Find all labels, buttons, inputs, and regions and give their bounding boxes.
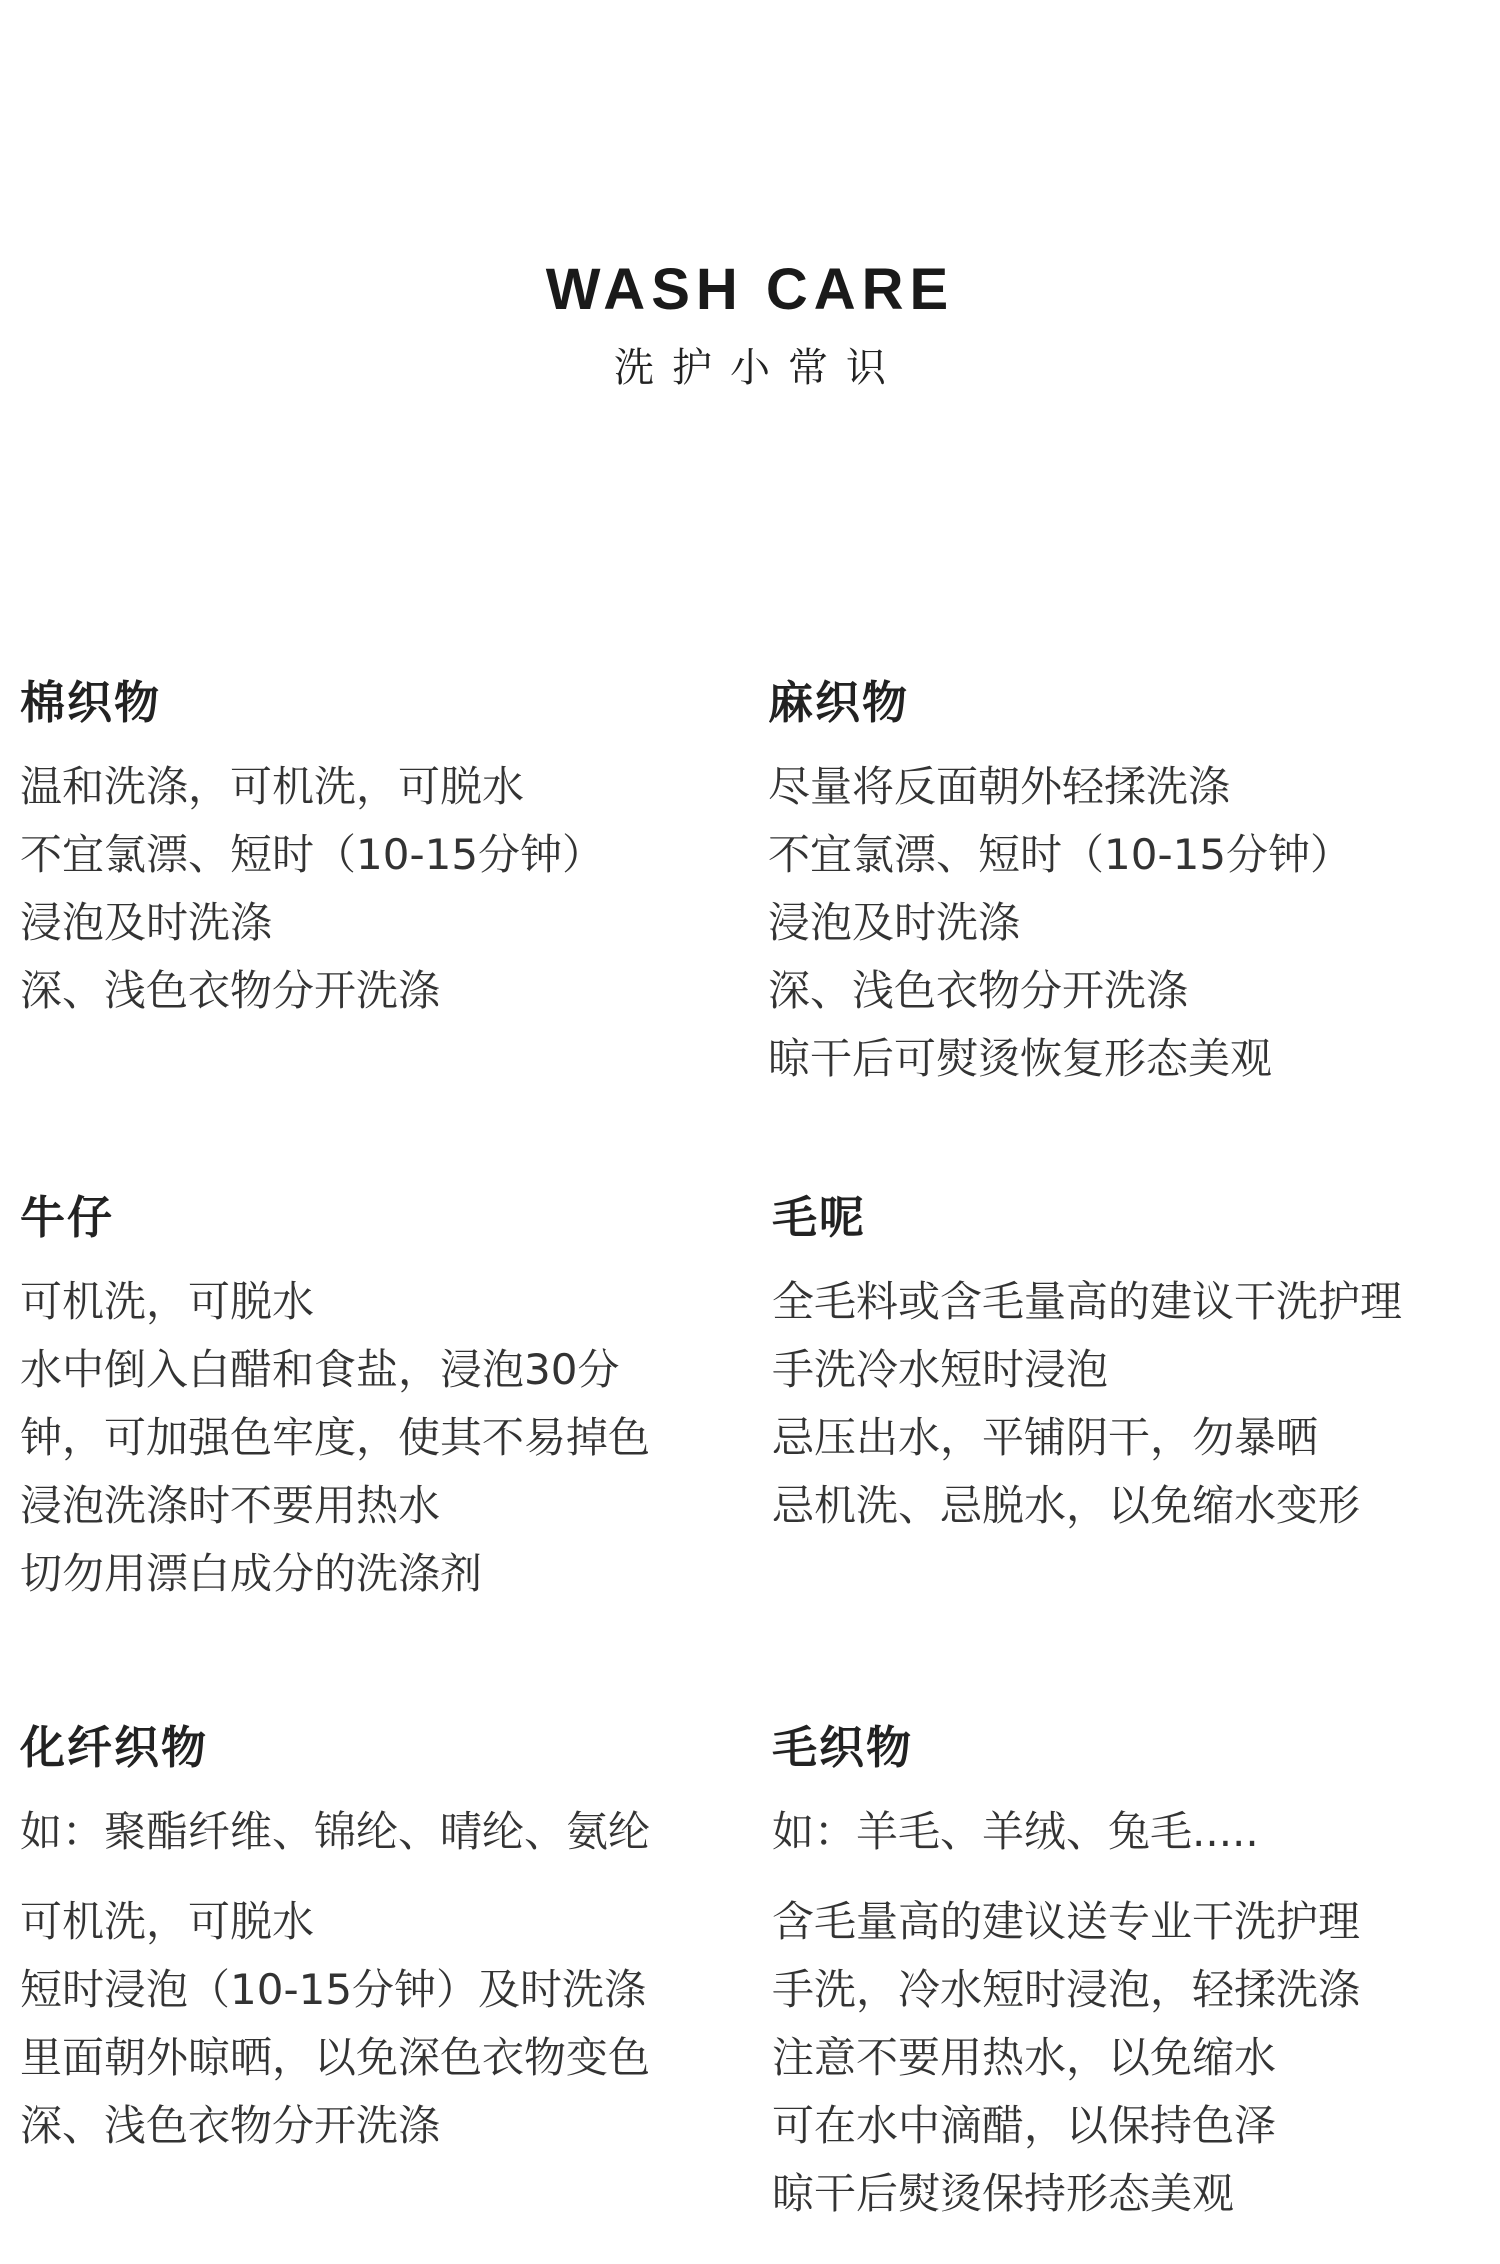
care-line: 钟，可加强色牢度，使其不易掉色 [20,1413,651,1462]
care-line: 晾干后熨烫保持形态美观 [772,2169,1235,2218]
care-line: 切勿用漂白成分的洗涤剂 [20,1549,483,1598]
section-list [772,1798,1492,2228]
care-line: 短时浸泡（10-15分钟）及时洗涤 [20,1965,647,2014]
care-line: 水中倒入白醋和食盐，浸泡30分 [20,1345,620,1394]
section-list [772,1268,1492,1540]
section-woolen [772,1190,1492,1540]
care-line: 深、浅色衣物分开洗涤 [20,966,441,1015]
section-list [768,753,1488,1093]
section-cotton [20,675,740,1025]
section-title: 牛仔 [20,1191,115,1244]
care-line: 可机洗，可脱水 [20,1897,315,1946]
section-title: 麻织物 [768,676,910,729]
section-wool [772,1720,1492,2228]
section-title: 化纤织物 [20,1721,209,1774]
section-title: 棉织物 [20,676,162,729]
page-title-en: WASH CARE [545,257,955,322]
care-line: 温和洗涤，可机洗，可脱水 [20,762,525,811]
care-line: 浸泡及时洗涤 [20,898,273,947]
care-line: 全毛料或含毛量高的建议干洗护理 [772,1277,1403,1326]
care-line: 含毛量高的建议送专业干洗护理 [772,1897,1361,1946]
section-denim [20,1190,740,1608]
care-line: 可机洗，可脱水 [20,1277,315,1326]
section-list [20,1268,740,1608]
care-line: 注意不要用热水，以免缩水 [772,2033,1277,2082]
care-line: 可在水中滴醋，以保持色泽 [772,2101,1277,2150]
fiber-examples: 如：聚酯纤维、锦纶、晴纶、氨纶 [20,1807,651,1856]
care-line: 忌机洗、忌脱水，以免缩水变形 [772,1481,1361,1530]
care-line: 手洗冷水短时浸泡 [772,1345,1109,1394]
care-line: 里面朝外晾晒，以免深色衣物变色 [20,2033,651,2082]
care-line: 浸泡及时洗涤 [768,898,1021,947]
care-line: 晾干后可熨烫恢复形态美观 [768,1034,1273,1083]
section-linen [768,675,1488,1093]
care-line: 深、浅色衣物分开洗涤 [20,2101,441,2150]
section-list [20,753,740,1025]
care-line: 忌压出水，平铺阴干，勿暴晒 [772,1413,1319,1462]
care-line: 尽量将反面朝外轻揉洗涤 [768,762,1231,811]
care-line: 浸泡洗涤时不要用热水 [20,1481,441,1530]
section-title: 毛织物 [772,1721,914,1774]
section-title: 毛呢 [772,1191,867,1244]
fiber-examples: 如：羊毛、羊绒、兔毛..... [772,1807,1259,1856]
page-header [0,255,1500,393]
care-line: 手洗，冷水短时浸泡，轻揉洗涤 [772,1965,1361,2014]
section-list [20,1798,740,2160]
care-line: 不宜氯漂、短时（10-15分钟） [20,830,605,879]
care-line: 不宜氯漂、短时（10-15分钟） [768,830,1353,879]
section-chemical-fiber [20,1720,740,2160]
care-line: 深、浅色衣物分开洗涤 [768,966,1189,1015]
page-title-cn: 洗护小常识 [614,345,904,391]
